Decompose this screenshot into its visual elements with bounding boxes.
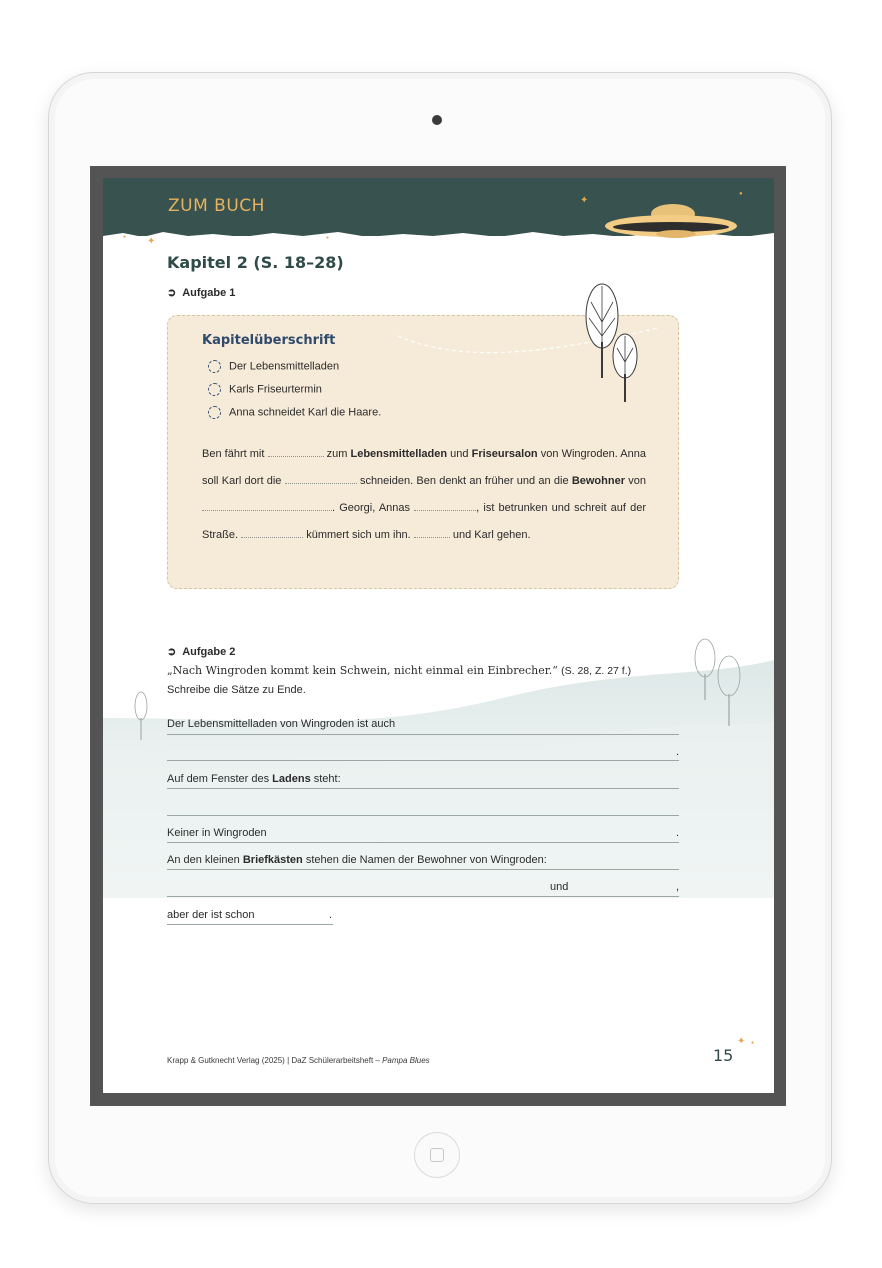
sentence-2: Auf dem Fenster des Ladens steht: <box>167 773 341 785</box>
tree-illustration <box>583 282 643 408</box>
star-icon: ✦ <box>147 236 156 247</box>
period-mark: . <box>675 827 679 839</box>
sentence-3: Keiner in Wingroden <box>167 827 267 839</box>
home-button[interactable] <box>414 1132 460 1178</box>
writing-line[interactable] <box>167 924 333 925</box>
sentence-4: An den kleinen Briefkästen stehen die Namen der Bewohner von Wingroden: <box>167 854 547 866</box>
writing-line[interactable] <box>167 815 679 816</box>
task2-label <box>167 645 235 658</box>
writing-line[interactable] <box>167 869 679 870</box>
option-item[interactable] <box>208 383 322 396</box>
period-mark: . <box>675 746 679 758</box>
writing-line[interactable] <box>167 760 679 761</box>
checkbox-circle-icon[interactable] <box>208 383 221 396</box>
checkbox-circle-icon[interactable] <box>208 360 221 373</box>
writing-line[interactable] <box>167 896 679 897</box>
comma-mark: , <box>675 881 679 893</box>
arrow-icon: ➲ <box>167 287 177 299</box>
blank-field[interactable] <box>268 445 324 457</box>
footer-text: Krapp & Gutknecht Verlag (2025) | DaZ Schülerarbeitsheft – Pampa Blues <box>167 1056 430 1065</box>
ufo-icon <box>601 196 741 242</box>
and-word: und <box>550 881 569 893</box>
task1-label-text: Aufgabe 1 <box>182 287 236 299</box>
tree-illustration <box>691 638 751 728</box>
blank-field[interactable] <box>414 499 476 511</box>
sentence-5: aber der ist schon <box>167 909 255 921</box>
option-label: Der Lebensmittelladen <box>229 360 340 373</box>
blank-field[interactable] <box>285 472 357 484</box>
dot-icon: ● <box>739 191 743 197</box>
star-icon: ✦ <box>580 195 589 206</box>
box-title: Kapitelüberschrift <box>202 333 336 348</box>
checkbox-circle-icon[interactable] <box>208 406 221 419</box>
dot-icon: ● <box>751 1040 755 1046</box>
arrow-icon: ➲ <box>167 646 177 658</box>
gap-fill-paragraph: Ben fährt mit zum Lebensmittelladen und Friseursalon von Wingroden. Anna soll Karl dort die schneiden. Ben denkt an früher und an die Bewohner von . Georgi, Annas , ist betrunken und schreit auf der Straße. kümmert sich um ihn. und Karl gehen. <box>202 441 646 549</box>
option-item[interactable] <box>208 360 339 373</box>
writing-line[interactable] <box>167 734 679 735</box>
dot-icon: ● <box>326 235 330 241</box>
period-mark: . <box>329 909 333 921</box>
home-square-icon <box>430 1148 444 1162</box>
page-number: 15 <box>713 1046 734 1065</box>
option-label: Karls Friseurtermin <box>229 383 322 396</box>
instruction-text: Schreibe die Sätze zu Ende. <box>167 684 306 696</box>
task1-label <box>167 286 235 299</box>
dot-icon: ● <box>123 234 127 240</box>
blank-field[interactable] <box>202 499 332 511</box>
header-title: ZUM BUCH <box>168 196 265 216</box>
blank-field[interactable] <box>241 526 303 538</box>
task2-label-text: Aufgabe 2 <box>182 646 236 658</box>
option-item[interactable] <box>208 406 381 419</box>
star-icon: ✦ <box>737 1036 746 1047</box>
sentence-1: Der Lebensmittelladen von Wingroden ist auch <box>167 718 396 730</box>
option-label: Anna schneidet Karl die Haare. <box>229 406 382 419</box>
writing-line[interactable] <box>167 842 679 843</box>
writing-line[interactable] <box>167 788 679 789</box>
worksheet-page[interactable] <box>103 178 774 1093</box>
blank-field[interactable] <box>414 526 450 538</box>
quote-text: „Nach Wingroden kommt kein Schwein, nicht einmal ein Einbrecher.“ (S. 28, Z. 27 f.) <box>167 664 632 677</box>
chapter-title: Kapitel 2 (S. 18–28) <box>167 253 344 272</box>
camera-icon <box>432 115 442 125</box>
tree-illustration <box>131 690 151 742</box>
